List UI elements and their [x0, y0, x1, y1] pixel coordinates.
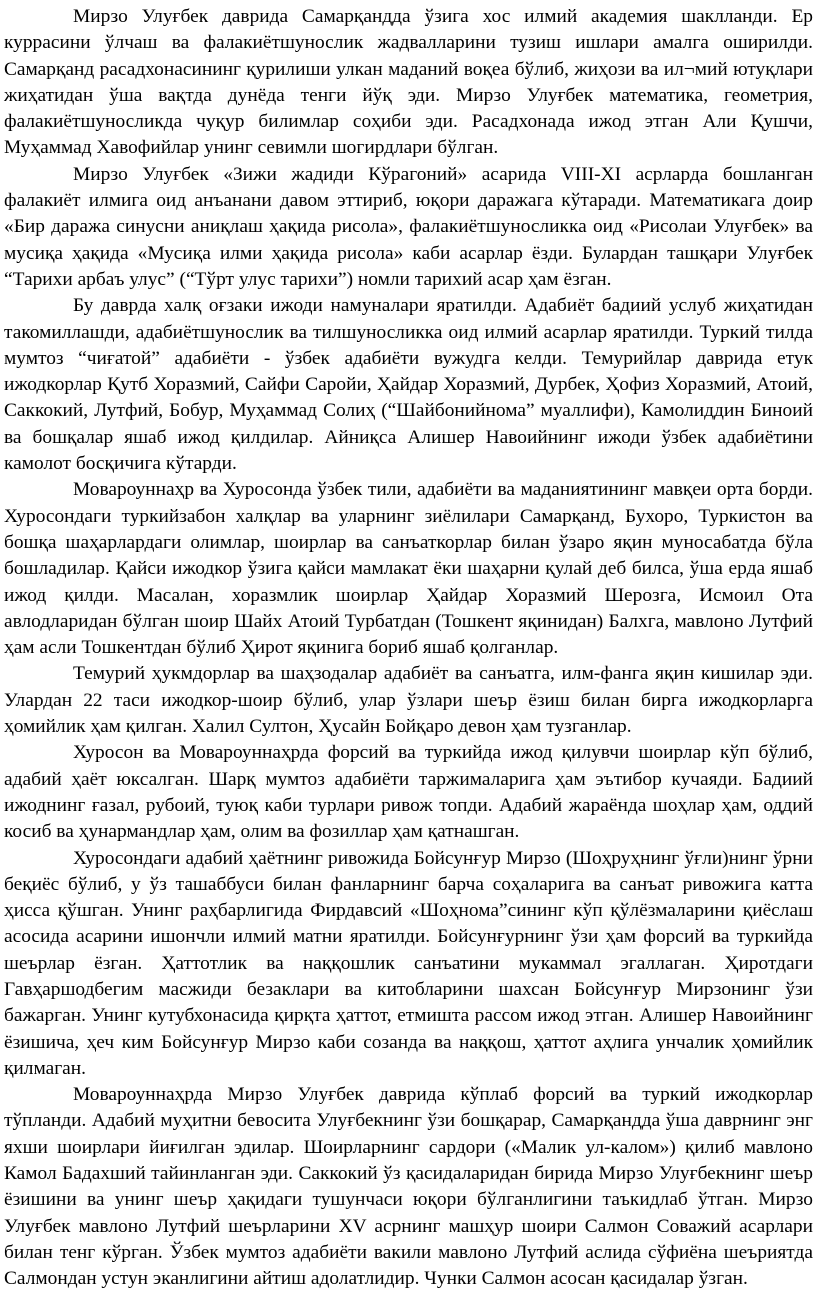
paragraph-2: Мирзо Улуғбек «Зижи жадиди Кўрагоний» асарида VIII-XI асрларда бошланган фалакиёт илмига оид анъанани давом эттириб, юқори даражага кўтаради. Математикага доир «Бир дaража синусни аниқлаш ҳақида рисола», фалакиётшуносликка оид «Рисолаи Улуғбек» ва мусиқа ҳақида «Мусиқа илми ҳақида рисола» каби асарлар ёзди. Булардан ташқари Улуғбек “Тарихи арбаъ улус” (“Тўрт улус тарихи”) номли тарихий асар ҳам ёзган.: [4, 163, 813, 290]
paragraph-4: Мовароуннаҳр ва Хуросонда ўзбек тили, адабиёти ва маданиятининг мавқеи орта борди. Хуросондаги туркийзабон халқлар ва уларнинг зиёлилари Самарқанд, Бухоро, Туркистон ва бошқа шаҳарлардаги олимлар, шоирлар ва санъаткорлар билан ўзаро яқин муносабатда бўла бошладилар. Қайси ижодкор ўзига қайси мамлакат ёки шаҳарни қулай деб билса, ўша ерда яшаб ижод қилди. Масалан, хоразмлик шоирлар Ҳайдар Хоразмий Шерозга, Исмоил Ота авлодларидан бўлган шоир Шайх Атоий Турбатдан (Тошкент яқинидан) Балхга, мавлоно Лутфий ҳам асли Тошкентдан бўлиб Ҳирот яқинига бориб яшаб қолганлар.: [4, 479, 813, 659]
paragraph-3: Бу даврда халқ оғзаки ижоди намуналари яратилди. Адабиёт бадиий услуб жиҳатидан такомиллашди, адабиётшунослик ва тилшуносликка оид илмий асарлар яратилди. Туркий тилда мумтоз “чиғатой” адабиёти - ўзбек адабиёти вужудга келди. Темурийлар даврида етук ижодкорлар Қутб Хоразмий, Сайфи Саройи, Ҳайдар Хоразмий, Дурбек, Ҳофиз Хоразмий, Атоий, Саккокий, Лутфий, Бобур, Муҳаммад Солиҳ (“Шайбонийнома” муаллифи), Камолиддин Биноий ва бошқалар яшаб ижод қилдилар. Айниқса Алишер Навоийнинг ижоди ўзбек адабиётини камолот босқичига кўтарди.: [4, 295, 813, 475]
paragraph-5: Темурий ҳукмдорлар ва шаҳзодалар адабиёт ва санъатга, илм-фанга яқин кишилар эди. Улардан 22 таси ижодкор-шоир бўлиб, улар ўзлари шеър ёзиш билан бирга ижодкорларга ҳомийлик ҳам қилган. Халил Султон, Ҳусайн Бойқаро девон ҳам тузганлар.: [4, 663, 813, 738]
paragraph-8: Мовароуннаҳрда Мирзо Улуғбек даврида кўплаб форсий ва туркий ижодкорлар тўпланди. Адабий муҳитни бевосита Улуғбекнинг ўзи бошқарар, Самарқандда ўша даврнинг энг яхши шоирлари йиғилган эдилар. Шоирларнинг сардори («Малик ул-калом») қилиб мавлоно Камол Бадахший тайинланган эди. Саккокий ўз қасидаларидан бирида Мирзо Улуғбекнинг шеър ёзишини ва унинг шеър ҳақидаги тушунчаси юқори бўлганлигини таъкидлаб ўтган. Мирзо Улуғбек мавлоно Лутфий шеърларини XV асрнинг машҳур шоири Салмон Соважий асарлари билан тенг кўрган. Ўзбек мумтоз адабиёти вакили мавлоно Лутфий аслида сўфиёна шеъриятда Салмондан устун эканлигини айтиш адолатлидир. Чунки Салмон асосан қасидалар ўзган.: [4, 1084, 813, 1290]
paragraph-1: Мирзо Улуғбек даврида Самарқандда ўзига хос илмий академия шаклланди. Ер куррасини ўлчаш ва фалакиётшунослик жадвалларини тузиш ишлари амалга оширилди. Самарқанд расадхонасининг қурилиши улкан маданий воқеа бўлиб, жиҳози ва ил¬мий ютуқлари жиҳатидан ўша вақтда дунёда тенги йўқ эди. Мирзо Улуғбек математика, геометрия, фалакиётшуносликда чуқур билимлар соҳиби эди. Расадхонада ижод этган Али Қушчи, Муҳаммад Хавофийлар унинг севимли шогирдлари бўлган.: [4, 6, 813, 159]
document-page: [1, 4, 815, 1293]
paragraph-6: Хуросон ва Мовароуннаҳрда форсий ва туркийда ижод қилувчи шоирлар кўп бўлиб, адабий ҳаёт юксалган. Шарқ мумтоз адабиёти таржималарига ҳам эътибор кучаяди. Бадиий ижоднинг ғазал, рубоий, туюқ каби турлари ривож топди. Адабий жараёнда шоҳлар ҳам, оддий косиб ва ҳунармандлар ҳам, олим ва фозиллар ҳам қатнашган.: [4, 742, 813, 843]
paragraph-7: Хуросондаги адабий ҳаётнинг ривожида Бойсунғур Мирзо (Шоҳруҳнинг ўғли)нинг ўрни беқиёс бўлиб, у ўз ташаббуси билан фанларнинг барча соҳаларига ва санъат ривожига катта ҳисса қўшган. Унинг раҳбарлигида Фирдавсий «Шоҳнома”сининг кўп қўлёзмаларини қиёслаш асосида асарини ишончли илмий матни яратилди. Бойсунғурнинг ўзи ҳам форсий ва туркийда шеърлар ёзган. Ҳаттотлик ва наққошлик санъатини мукаммал эгаллаган. Ҳиротдаги Гавҳаршодбегим масжиди безаклари ва китобларини шахсан Бойсунғур Мирзонинг ўзи бажарган. Унинг кутубхонасида қирқта ҳаттот, етмишта рассом ижод этган. Алишер Навоийнинг ёзишича, ҳеч ким Бойсунғур Мирзо каби созанда ва наққош, ҳаттот аҳлига унчалик ҳомийлик қилмаган.: [4, 847, 813, 1079]
